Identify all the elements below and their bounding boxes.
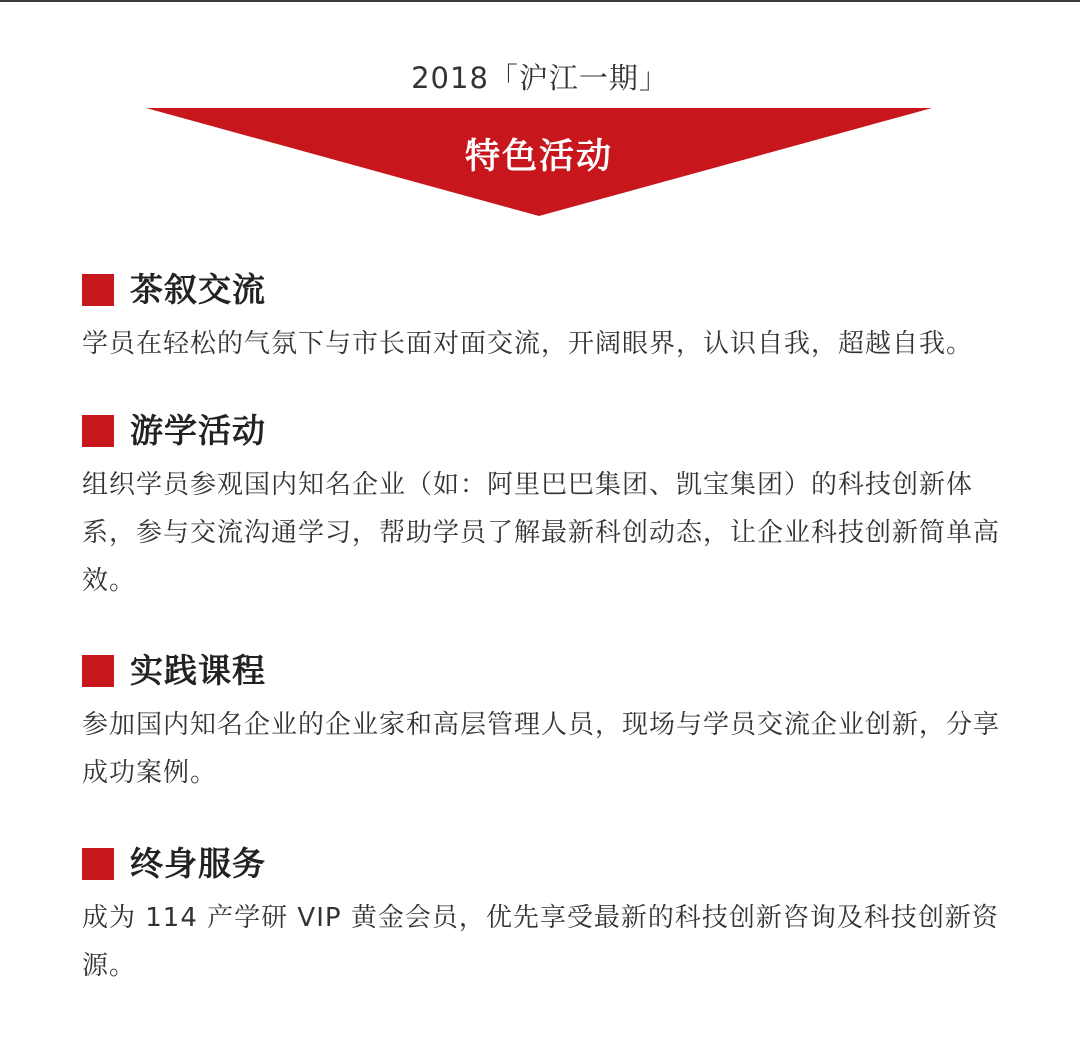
section-tea-exchange xyxy=(82,266,1012,368)
section-title: 游学活动 xyxy=(130,411,266,450)
section-body: 学员在轻松的气氛下与市长面对面交流，开阔眼界，认识自我，超越自我。 xyxy=(82,329,974,359)
section-title: 茶叙交流 xyxy=(130,270,266,309)
red-square-icon xyxy=(82,415,114,447)
section-lifetime-service xyxy=(82,840,1012,990)
section-heading xyxy=(82,266,1012,314)
section-study-tour xyxy=(82,407,1012,605)
section-heading xyxy=(82,407,1012,455)
banner-title: 特色活动 xyxy=(464,137,613,177)
program-subtitle: 2018「沪江一期」 xyxy=(411,61,669,95)
section-practice-course xyxy=(82,647,1012,797)
top-divider xyxy=(0,0,1080,2)
red-square-icon xyxy=(82,274,114,306)
section-heading xyxy=(82,647,1012,695)
section-heading xyxy=(82,840,1012,888)
red-square-icon xyxy=(82,655,114,687)
section-body: 参加国内知名企业的企业家和高层管理人员，现场与学员交流企业创新，分享成功案例。 xyxy=(82,710,1001,788)
section-body: 组织学员参观国内知名企业（如：阿里巴巴集团、凯宝集团）的科技创新体系，参与交流沟通学习，帮助学员了解最新科创动态，让企业科技创新简单高效。 xyxy=(82,470,1001,596)
red-square-icon xyxy=(82,848,114,880)
section-title: 实践课程 xyxy=(130,651,266,690)
section-title: 终身服务 xyxy=(130,844,266,883)
section-banner xyxy=(146,108,932,216)
section-body: 成为 114 产学研 VIP 黄金会员，优先享受最新的科技创新咨询及科技创新资源。 xyxy=(82,903,999,981)
